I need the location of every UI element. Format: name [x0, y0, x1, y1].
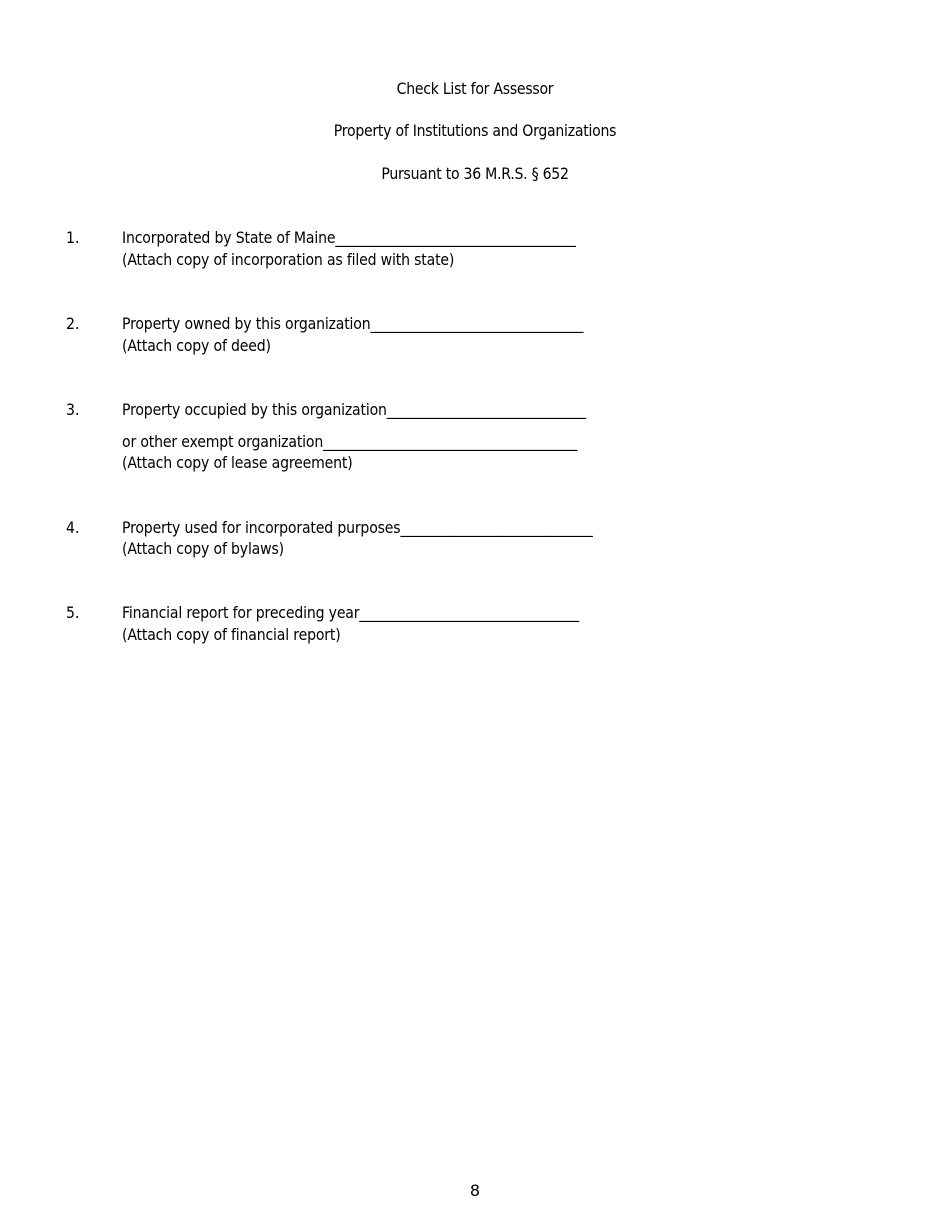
item-text-property-owned: Property owned by this organization_______________________________: [122, 314, 584, 333]
item-number: 5.: [66, 603, 80, 622]
item-text-financial-report: Financial report for preceding year________________________________: [122, 603, 580, 622]
page-number: 8: [469, 1181, 481, 1200]
item-text-incorporated: Incorporated by State of Maine___________________________________: [122, 228, 576, 247]
document-title: Check List for Assessor: [396, 79, 554, 98]
item-instruction: (Attach copy of financial report): [122, 625, 341, 644]
item-text-property-used: Property used for incorporated purposes____________________________: [122, 518, 593, 537]
document-subtitle: Property of Institutions and Organizations: [333, 121, 617, 140]
item-number: 3.: [66, 400, 80, 419]
item-instruction: (Attach copy of bylaws): [122, 539, 284, 558]
statute-citation: Pursuant to 36 M.R.S. § 652: [381, 164, 569, 183]
item-instruction: (Attach copy of incorporation as filed with state): [122, 250, 455, 269]
item-number: 1.: [66, 228, 80, 247]
item-number: 2.: [66, 314, 80, 333]
item-instruction: (Attach copy of deed): [122, 336, 271, 355]
item-text-other-exempt: or other exempt organization_____________________________________: [122, 432, 578, 451]
item-text-property-occupied: Property occupied by this organization_____________________________: [122, 400, 586, 419]
item-instruction: (Attach copy of lease agreement): [122, 453, 353, 472]
item-number: 4.: [66, 518, 80, 537]
